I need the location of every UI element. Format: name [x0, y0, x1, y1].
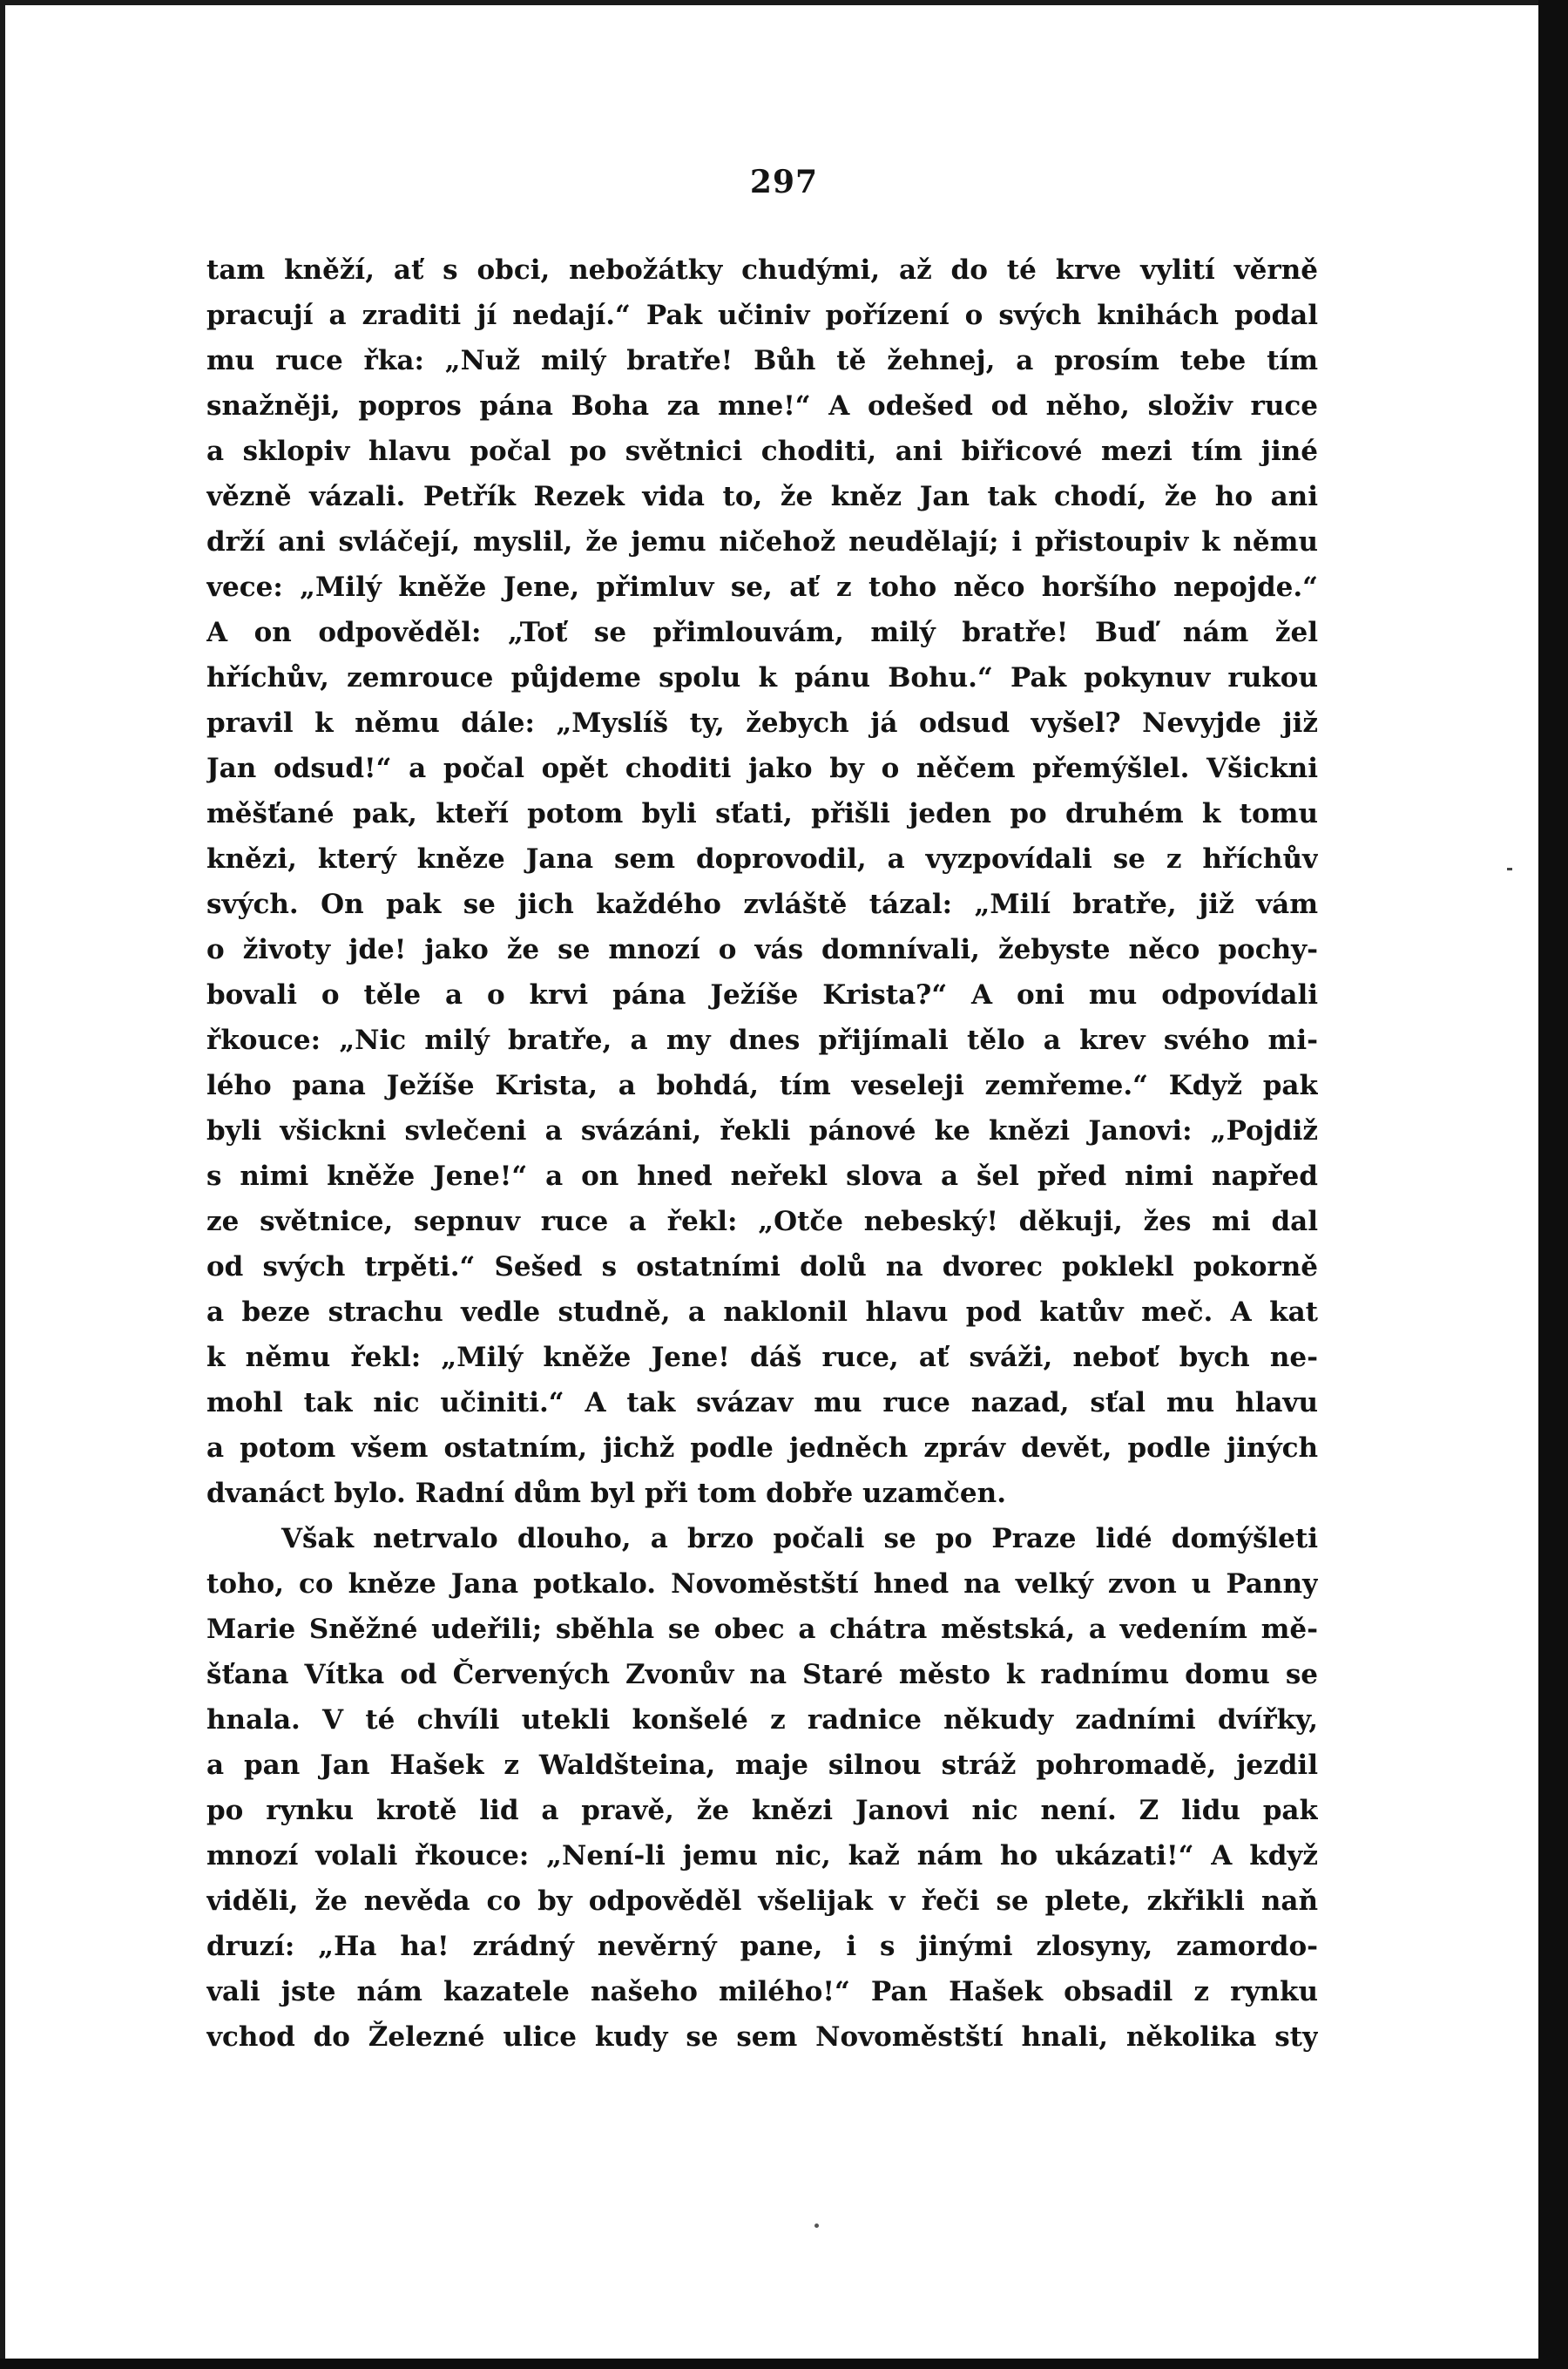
scan-speck [1507, 868, 1512, 870]
text-line: snažněji, popros pána Boha za mne!“ A odešed od něho, složiv ruce [206, 390, 1318, 422]
text-line: Však netrvalo dlouho, a brzo počali se po Praze lidé domýšleti [281, 1523, 1318, 1554]
text-line: vězně vázali. Petřík Rezek vida to, že kněz Jan tak chodí, že ho ani [206, 481, 1318, 512]
text-line: druzí: „Ha ha! zrádný nevěrný pane, i s jinými zlosyny, zamordo- [206, 1931, 1318, 1962]
text-line: a potom všem ostatním, jichž podle jedněch zpráv devět, podle jiných [206, 1432, 1318, 1464]
text-line: vece: „Milý kněže Jene, přimluv se, ať z toho něco horšího nepojde.“ [206, 572, 1318, 603]
body-text [206, 247, 1318, 2060]
text-line: měšťané pak, kteří potom byli sťati, přišli jeden po druhém k tomu [206, 798, 1318, 829]
scan-border-right [1538, 0, 1568, 2369]
scan-border-bottom [0, 2359, 1568, 2369]
scan-speck [814, 2223, 819, 2228]
text-line: mu ruce řka: „Nuž milý bratře! Bůh tě žehnej, a prosím tebe tím [206, 345, 1318, 376]
text-line: mohl tak nic učiniti.“ A tak svázav mu ruce nazad, sťal mu hlavu [206, 1387, 1318, 1418]
text-line: a beze strachu vedle studně, a naklonil hlavu pod katův meč. A kat [206, 1296, 1318, 1328]
text-line: knězi, který kněze Jana sem doprovodil, a vyzpovídali se z hříchův [206, 843, 1318, 875]
text-line: toho, co kněze Jana potkalo. Novoměstští hned na velký zvon u Panny [206, 1568, 1318, 1600]
text-line: tam kněží, ať s obci, nebožátky chudými, až do té krve vylití věrně [206, 254, 1318, 286]
text-line: vali jste nám kazatele našeho milého!“ Pan Hašek obsadil z rynku [206, 1976, 1318, 2007]
text-line: k němu řekl: „Milý kněže Jene! dáš ruce, ať sváži, neboť bych ne- [206, 1342, 1318, 1373]
text-line: hříchův, zemrouce půjdeme spolu k pánu Bohu.“ Pak pokynuv rukou [206, 662, 1318, 694]
scan-border-top [0, 0, 1568, 5]
text-line: s nimi kněže Jene!“ a on hned neřekl slova a šel před nimi napřed [206, 1161, 1318, 1192]
text-line: bovali o těle a o krvi pána Ježíše Krista?“ A oni mu odpovídali [206, 979, 1318, 1011]
text-line: od svých trpěti.“ Sešed s ostatními dolů na dvorec poklekl pokorně [206, 1251, 1318, 1283]
text-line: ze světnice, sepnuv ruce a řekl: „Otče nebeský! děkuji, žes mi dal [206, 1206, 1318, 1237]
text-line: po rynku krotě lid a pravě, že knězi Janovi nic není. Z lidu pak [206, 1795, 1318, 1826]
text-line: Jan odsud!“ a počal opět choditi jako by o něčem přemýšlel. Všickni [206, 753, 1318, 784]
text-line: a sklopiv hlavu počal po světnici choditi, ani biřicové mezi tím jiné [206, 436, 1318, 467]
text-line: šťana Vítka od Červených Zvonův na Staré město k radnímu domu se [206, 1659, 1318, 1690]
text-line: dvanáct bylo. Radní dům byl při tom dobře uzamčen. [206, 1478, 1006, 1509]
text-line: A on odpověděl: „Toť se přimlouvám, milý bratře! Buď nám žel [206, 617, 1318, 648]
text-line: a pan Jan Hašek z Waldšteina, maje silnou stráž pohromadě, jezdil [206, 1750, 1318, 1781]
text-line: byli všickni svlečeni a svázáni, řekli pánové ke knězi Janovi: „Pojdiž [206, 1115, 1318, 1147]
text-line: lého pana Ježíše Krista, a bohdá, tím veseleji zemřeme.“ Když pak [206, 1070, 1318, 1101]
text-line: pracují a zraditi jí nedají.“ Pak učiniv pořízení o svých knihách podal [206, 300, 1318, 331]
text-line: vchod do Železné ulice kudy se sem Novoměstští hnali, několika sty [206, 2021, 1318, 2053]
text-line: svých. On pak se jich každého zvláště tázal: „Milí bratře, již vám [206, 889, 1318, 920]
page-number: 297 [749, 164, 819, 200]
text-line: drží ani svláčejí, myslil, že jemu ničehož neudělají; i přistoupiv k němu [206, 526, 1318, 558]
text-line: hnala. V té chvíli utekli konšelé z radnice někudy zadními dvířky, [206, 1704, 1318, 1736]
text-line: pravil k němu dále: „Myslíš ty, žebych já odsud vyšel? Nevyjde již [206, 707, 1318, 739]
text-line: mnozí volali řkouce: „Není-li jemu nic, kaž nám ho ukázati!“ A když [206, 1840, 1318, 1872]
text-line: o životy jde! jako že se mnozí o vás domnívali, žebyste něco pochy- [206, 934, 1318, 965]
scan-border-left [0, 0, 5, 2369]
text-line: Marie Sněžné udeřili; sběhla se obec a chátra městská, a vedením mě- [206, 1614, 1318, 1645]
text-line: viděli, že nevěda co by odpověděl všelijak v řeči se plete, zkřikli naň [206, 1885, 1318, 1917]
text-line: řkouce: „Nic milý bratře, a my dnes přijímali tělo a krev svého mi- [206, 1025, 1318, 1056]
